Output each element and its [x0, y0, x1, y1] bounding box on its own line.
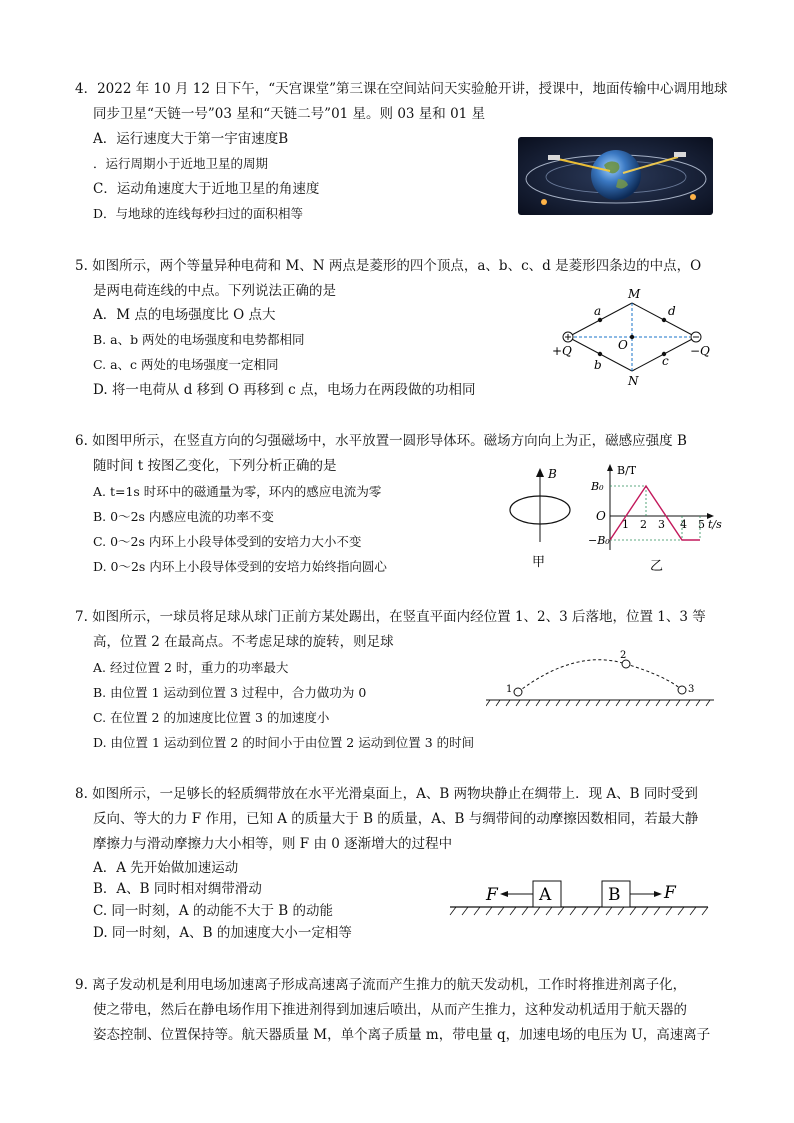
tick-1: 1 [622, 518, 629, 531]
q4-option-c: C．运动角速度大于近地卫星的角速度 [93, 181, 320, 197]
q6-stem-line2: 随时间 t 按图乙变化，下列分析正确的是 [93, 458, 337, 474]
label-M: M [628, 287, 641, 301]
q9-stem-line1: 9. 离子发动机是利用电场加速离子形成高速离子流而产生推力的航天发动机，工作时将推进剂离子化， [75, 977, 687, 993]
q6-option-a: A. t=1s 时环中的磁通量为零，环内的感应电流为零 [93, 484, 382, 499]
block-a-label: A [539, 885, 552, 905]
q8-option-b: B．A、B 同时相对绸带滑动 [93, 881, 262, 897]
q8-stem-line1: 8. 如图所示，一足够长的轻质绸带放在水平光滑桌面上，A、B 两物块静止在绸带上．现 A、B 同时受到 [75, 786, 698, 802]
tick-3: 3 [658, 518, 665, 531]
q8-stem-line2: 反向、等大的力 F 作用，已知 A 的质量大于 B 的质量，A、B 与绸带间的动摩擦因数相同，若最大静 [93, 811, 699, 827]
label-a: a [594, 304, 602, 318]
q5-stem-line1: 5. 如图所示，两个等量异种电荷和 M、N 两点是菱形的四个顶点，a、b、c、d 是菱形四条边的中点，O [75, 258, 702, 274]
satellite-orbit-photo [518, 137, 713, 215]
q5-stem-line2: 是两电荷连线的中点。下列说法正确的是 [93, 283, 336, 299]
q9-stem-line2: 使之带电，然后在静电场作用下推进剂得到加速后喷出，从而产生推力，这种发动机适用于航天器的 [93, 1002, 687, 1018]
label-minus-q: −Q [690, 344, 710, 358]
q4-option-d: D．与地球的连线每秒扫过的面积相等 [93, 206, 304, 221]
tick-minus-b0: −B₀ [588, 534, 610, 547]
q7-option-d: D. 由位置 1 运动到位置 2 的时间小于由位置 2 运动到位置 3 的时间 [93, 735, 475, 750]
origin-label: O [596, 509, 606, 523]
football-trajectory-figure [486, 648, 716, 710]
label-O: O [618, 338, 628, 352]
blocks-on-ribbon-figure [446, 873, 710, 921]
label-b: b [594, 358, 602, 372]
label-pos-1: 1 [506, 684, 513, 695]
force-label-right: F [664, 883, 676, 903]
label-c: c [662, 354, 669, 368]
force-label-left: F [486, 885, 498, 905]
label-plus-q: +Q [552, 344, 572, 358]
label-N: N [628, 374, 639, 388]
q7-option-a: A. 经过位置 2 时，重力的功率最大 [93, 660, 289, 675]
ball-position-1 [514, 688, 522, 696]
q7-stem-line1: 7. 如图所示，一球员将足球从球门正前方某处踢出，在竖直平面内经位置 1、2、3 后落地，位置 1、3 等 [75, 609, 706, 625]
q8-option-d: D. 同一时刻，A、B 的加速度大小一定相等 [93, 925, 352, 941]
label-yi: 乙 [650, 559, 664, 574]
q5-option-b: B. a、b 两处的电场强度和电势都相同 [93, 332, 305, 347]
q4-option-b: ．运行周期小于近地卫星的周期 [93, 156, 269, 171]
ball-position-3 [678, 686, 686, 694]
label-field-b: B [548, 467, 557, 481]
q4-stem-line1: 4．2022 年 10 月 12 日下午，“天宫课堂”第三课在空间站问天实验舱开讲，授课中，地面传输中心调用地球 [75, 81, 728, 97]
label-jia: 甲 [532, 555, 546, 570]
q5-option-d: D. 将一电荷从 d 移到 O 再移到 c 点，电场力在两段做的功相同 [93, 382, 476, 398]
ring-in-field-figure [498, 464, 588, 572]
b-t-series-line [610, 486, 700, 540]
rhombus-charges-figure [548, 285, 718, 390]
q7-option-c: C. 在位置 2 的加速度比位置 3 的加速度小 [93, 710, 330, 725]
q6-option-c: C. 0～2s 内环上小段导体受到的安培力大小不变 [93, 534, 362, 549]
q9-stem-line3: 姿态控制、位置保持等。航天器质量 M，单个离子质量 m，带电量 q，加速电场的电压为 U，高速离子 [93, 1027, 711, 1043]
q6-option-b: B. 0～2s 内感应电流的功率不变 [93, 509, 274, 524]
q6-stem-line1: 6. 如图甲所示，在竖直方向的匀强磁场中，水平放置一圆形导体环。磁场方向向上为正，磁感应强度 B [75, 433, 687, 449]
tick-b0: B₀ [591, 480, 604, 493]
label-pos-2: 2 [620, 650, 627, 661]
q5-option-a: A．M 点的电场强度比 O 点大 [93, 307, 276, 323]
q5-option-c: C. a、c 两处的电场强度一定相同 [93, 357, 279, 372]
label-pos-3: 3 [688, 684, 695, 695]
q4-option-a: A．运行速度大于第一宇宙速度B [93, 131, 289, 147]
q7-option-b: B. 由位置 1 运动到位置 3 过程中，合力做功为 0 [93, 685, 367, 700]
tick-4: 4 [680, 518, 687, 531]
tick-5: 5 [698, 518, 705, 531]
q6-option-d: D. 0～2s 内环上小段导体受到的安培力始终指向圆心 [93, 559, 387, 574]
q8-stem-line3: 摩擦力与滑动摩擦力大小相等，则 F 由 0 逐渐增大的过程中 [93, 836, 453, 852]
b-t-graph [588, 462, 728, 574]
label-d: d [668, 304, 676, 318]
tick-2: 2 [640, 518, 647, 531]
q4-stem-line2: 同步卫星“天链一号”03 星和“天链二号”01 星。则 03 星和 01 星 [93, 106, 486, 122]
block-b-label: B [608, 885, 621, 905]
x-axis-label: t/s [708, 518, 722, 531]
q8-option-c: C. 同一时刻，A 的动能不大于 B 的动能 [93, 903, 333, 919]
ball-position-2 [622, 660, 630, 668]
q7-stem-line2: 高，位置 2 在最高点。不考虑足球的旋转，则足球 [93, 634, 394, 650]
q8-option-a: A．A 先开始做加速运动 [93, 860, 239, 876]
y-axis-label: B/T [617, 464, 637, 477]
